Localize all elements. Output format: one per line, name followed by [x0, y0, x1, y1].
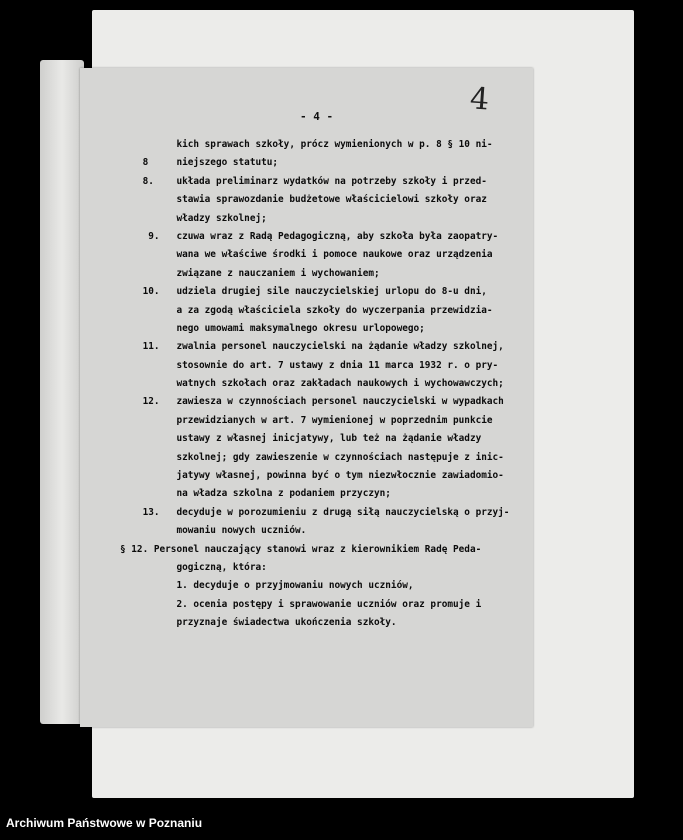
text-line: ustawy z własnej inicjatywy, lub też na żądanie władzy — [120, 433, 482, 445]
text-line: jatywy własnej, powinna być o tym niezwłocznie zawiadomio- — [120, 470, 504, 482]
text-line: 13. decyduje w porozumieniu z drugą siłą nauczycielską o przyj- — [120, 506, 510, 518]
text-line: kich sprawach szkoły, prócz wymienionych w p. 8 § 10 ni- — [120, 139, 493, 150]
text-line: przewidzianych w art. 7 wymienionej w poprzednim punkcie — [120, 414, 493, 426]
text-line: 1. decyduje o przyjmowaniu nowych uczniów, — [120, 580, 414, 592]
text-line: 9. czuwa wraz z Radą Pedagogiczną, aby szkoła była zaopatry- — [120, 230, 499, 242]
text-line: a za zgodą właściciela szkoły do wyczerpania przewidzia- — [120, 304, 493, 316]
text-line: § 12. Personel nauczający stanowi wraz z kierownikiem Radę Peda- — [120, 543, 482, 555]
text-line: mowaniu nowych uczniów. — [120, 525, 307, 537]
page-edge-strip — [40, 60, 84, 724]
text-line: gogiczną, która: — [120, 561, 267, 573]
page-number: - 4 - — [300, 110, 334, 123]
text-line: watnych szkołach oraz zakładach naukowych i wychowawczych; — [120, 378, 504, 390]
text-line: wana we właściwe środki i pomoce naukowe oraz urządzenia — [120, 249, 493, 261]
text-line: związane z nauczaniem i wychowaniem; — [120, 267, 380, 279]
text-line: na władza szkolna z podaniem przyczyn; — [120, 488, 391, 500]
text-line: 10. udziela drugiej sile nauczycielskiej urlopu do 8-u dni, — [120, 286, 487, 298]
text-line: 8. układa preliminarz wydatków na potrzeby szkoły i przed- — [120, 175, 487, 187]
text-line: stosownie do art. 7 ustawy z dnia 11 marca 1932 r. o pry- — [120, 359, 499, 371]
text-line: 8 niejszego statutu; — [120, 157, 279, 169]
typed-text-block — [120, 136, 540, 633]
archive-caption: Archiwum Państwowe w Poznaniu — [6, 816, 203, 830]
text-line: nego umowami maksymalnego okresu urlopowego; — [120, 322, 425, 334]
text-line: 2. ocenia postępy i sprawowanie uczniów oraz promuje i — [120, 598, 482, 610]
handwritten-folio-number: 4 — [468, 81, 491, 118]
text-line: 12. zawiesza w czynnościach personel nauczycielski w wypadkach — [120, 396, 504, 408]
text-line: przyznaje świadectwa ukończenia szkoły. — [120, 617, 397, 629]
text-line: stawia sprawozdanie budżetowe właścicielowi szkoły oraz — [120, 194, 487, 206]
text-line: szkolnej; gdy zawieszenie w czynnościach następuje z inic- — [120, 451, 504, 463]
text-line: 11. zwalnia personel nauczycielski na żądanie władzy szkolnej, — [120, 341, 504, 353]
text-line: władzy szkolnej; — [120, 212, 267, 224]
